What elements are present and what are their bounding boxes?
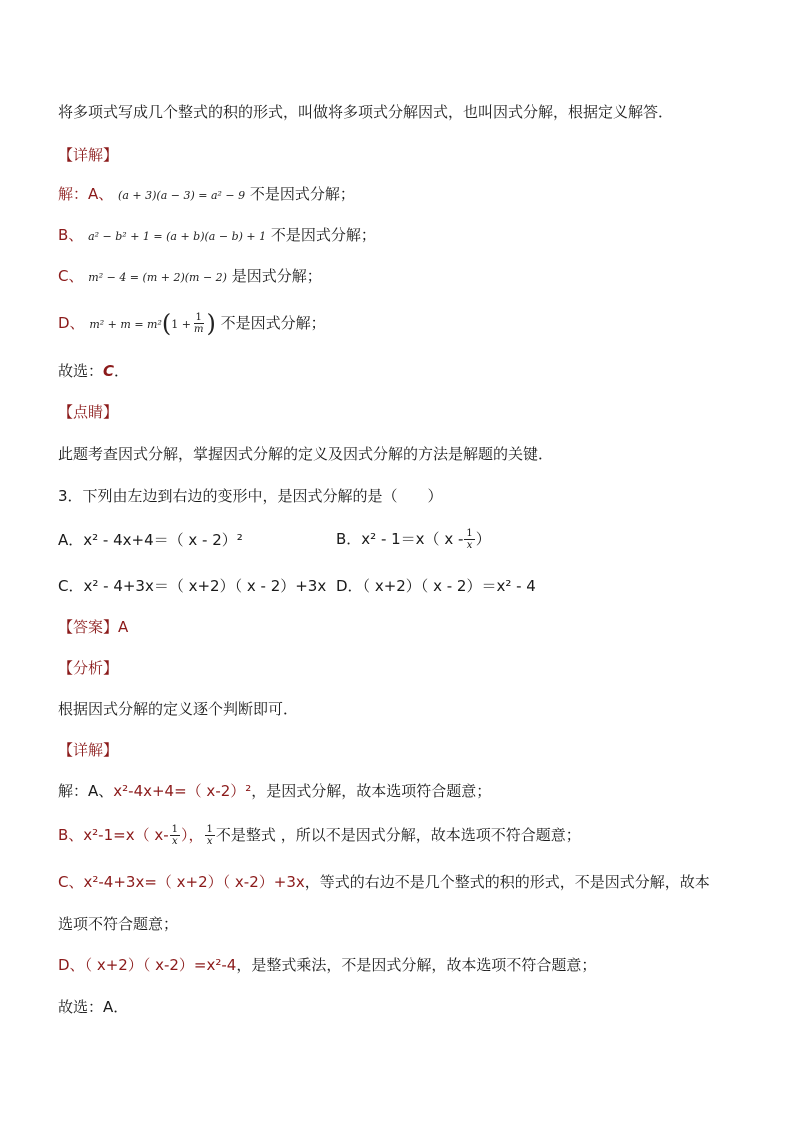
solution-c-2-continued: 选项不符合题意；	[58, 915, 179, 933]
choice-line-1: 故选：C．	[58, 362, 130, 380]
option-d-prefix: D、	[58, 314, 85, 332]
solution-a-2: 解：A、x²-4x+4=（ x-2）²，是因式分解，故本选项符合题意；	[58, 782, 492, 800]
solution-b-1	[58, 225, 376, 247]
solution-c-2: C、x²-4+3x=（ x+2）（ x-2）+3x，等式的右边不是几个整式的积的形式，不是因式分解，故本	[58, 873, 710, 891]
comment-text: 此题考查因式分解，掌握因式分解的定义及因式分解的方法是解题的关键．	[58, 445, 554, 463]
option-d-one-plus: 1 +	[171, 318, 191, 331]
solution-d-2-expression: （ x+2）（ x-2）=x²-4	[84, 956, 237, 974]
solution-a-1	[58, 184, 355, 206]
detail-header-1: 【详解】	[58, 146, 119, 164]
option-d-expression-left: m² + m = m²	[89, 318, 162, 331]
option-a-expression: (a + 3)(a − 3) = a² − 9	[118, 189, 246, 202]
detail-header-2: 【详解】	[58, 741, 119, 759]
option-c-verdict: 是因式分解；	[231, 267, 322, 285]
option-c-expression: m² − 4 = (m + 2)(m − 2)	[88, 271, 227, 284]
choice-line-2: 故选：A．	[58, 998, 129, 1016]
option-c-prefix: C、	[58, 267, 84, 285]
option-d-fraction: $\frac{1}{m}$	[193, 312, 204, 335]
option-b-expression: a² − b² + 1 = (a + b)(a − b) + 1	[88, 230, 267, 243]
option-b-verdict: 不是因式分解；	[270, 226, 376, 244]
analysis-text: 根据因式分解的定义逐个判断即可．	[58, 700, 299, 718]
solution-d-1: D、 m² + m = m²(1 + $\frac{1}{m}$ ) 不是因式分解；	[58, 309, 326, 338]
question-3-option-d: D．（ x+2）（ x - 2）＝x² - 4	[336, 577, 536, 595]
option-a-prefix: 解：A、	[58, 185, 114, 203]
question-3-option-a: A．x² - 4x+4＝（ x - 2）²	[58, 531, 243, 549]
solution-c-1	[58, 266, 322, 288]
solution-a-2-expression: x²-4x+4=（ x-2）²	[113, 782, 252, 800]
comment-header: 【点睛】	[58, 403, 119, 421]
solution-b-2-expression: x²-1=x（ x-	[83, 826, 169, 844]
question-3-stem: 3．下列由左边到右边的变形中，是因式分解的是（ ）	[58, 487, 443, 505]
choice-value: C	[103, 362, 115, 380]
analysis-header: 【分析】	[58, 659, 119, 677]
question-3-option-b: B．x² - 1＝x（ x - $\frac{1}{x}$ ）	[336, 528, 491, 551]
option-d-verdict: 不是因式分解；	[220, 314, 326, 332]
solution-d-2: D、（ x+2）（ x-2）=x²-4，是整式乘法，不是因式分解，故本选项不符合题意；	[58, 956, 597, 974]
answer-line: 【答案】A	[58, 618, 129, 636]
intro-text: 将多项式写成几个整式的积的形式，叫做将多项式分解因式，也叫因式分解，根据定义解答．	[58, 103, 674, 121]
solution-b-2: B、x²-1=x（ x- $\frac{1}{x}$ ）， $\frac{1}{x}$ 不是整式 ，所以不是因式分解，故本选项不符合题意；	[58, 824, 581, 847]
option-a-verdict: 不是因式分解；	[249, 185, 355, 203]
solution-c-2-expression: x²-4+3x=（ x+2）（ x-2）+3x	[83, 873, 305, 891]
option-b-prefix: B、	[58, 226, 84, 244]
question-3-option-c: C．x² - 4+3x＝（ x+2）（ x - 2）+3x	[58, 577, 327, 595]
